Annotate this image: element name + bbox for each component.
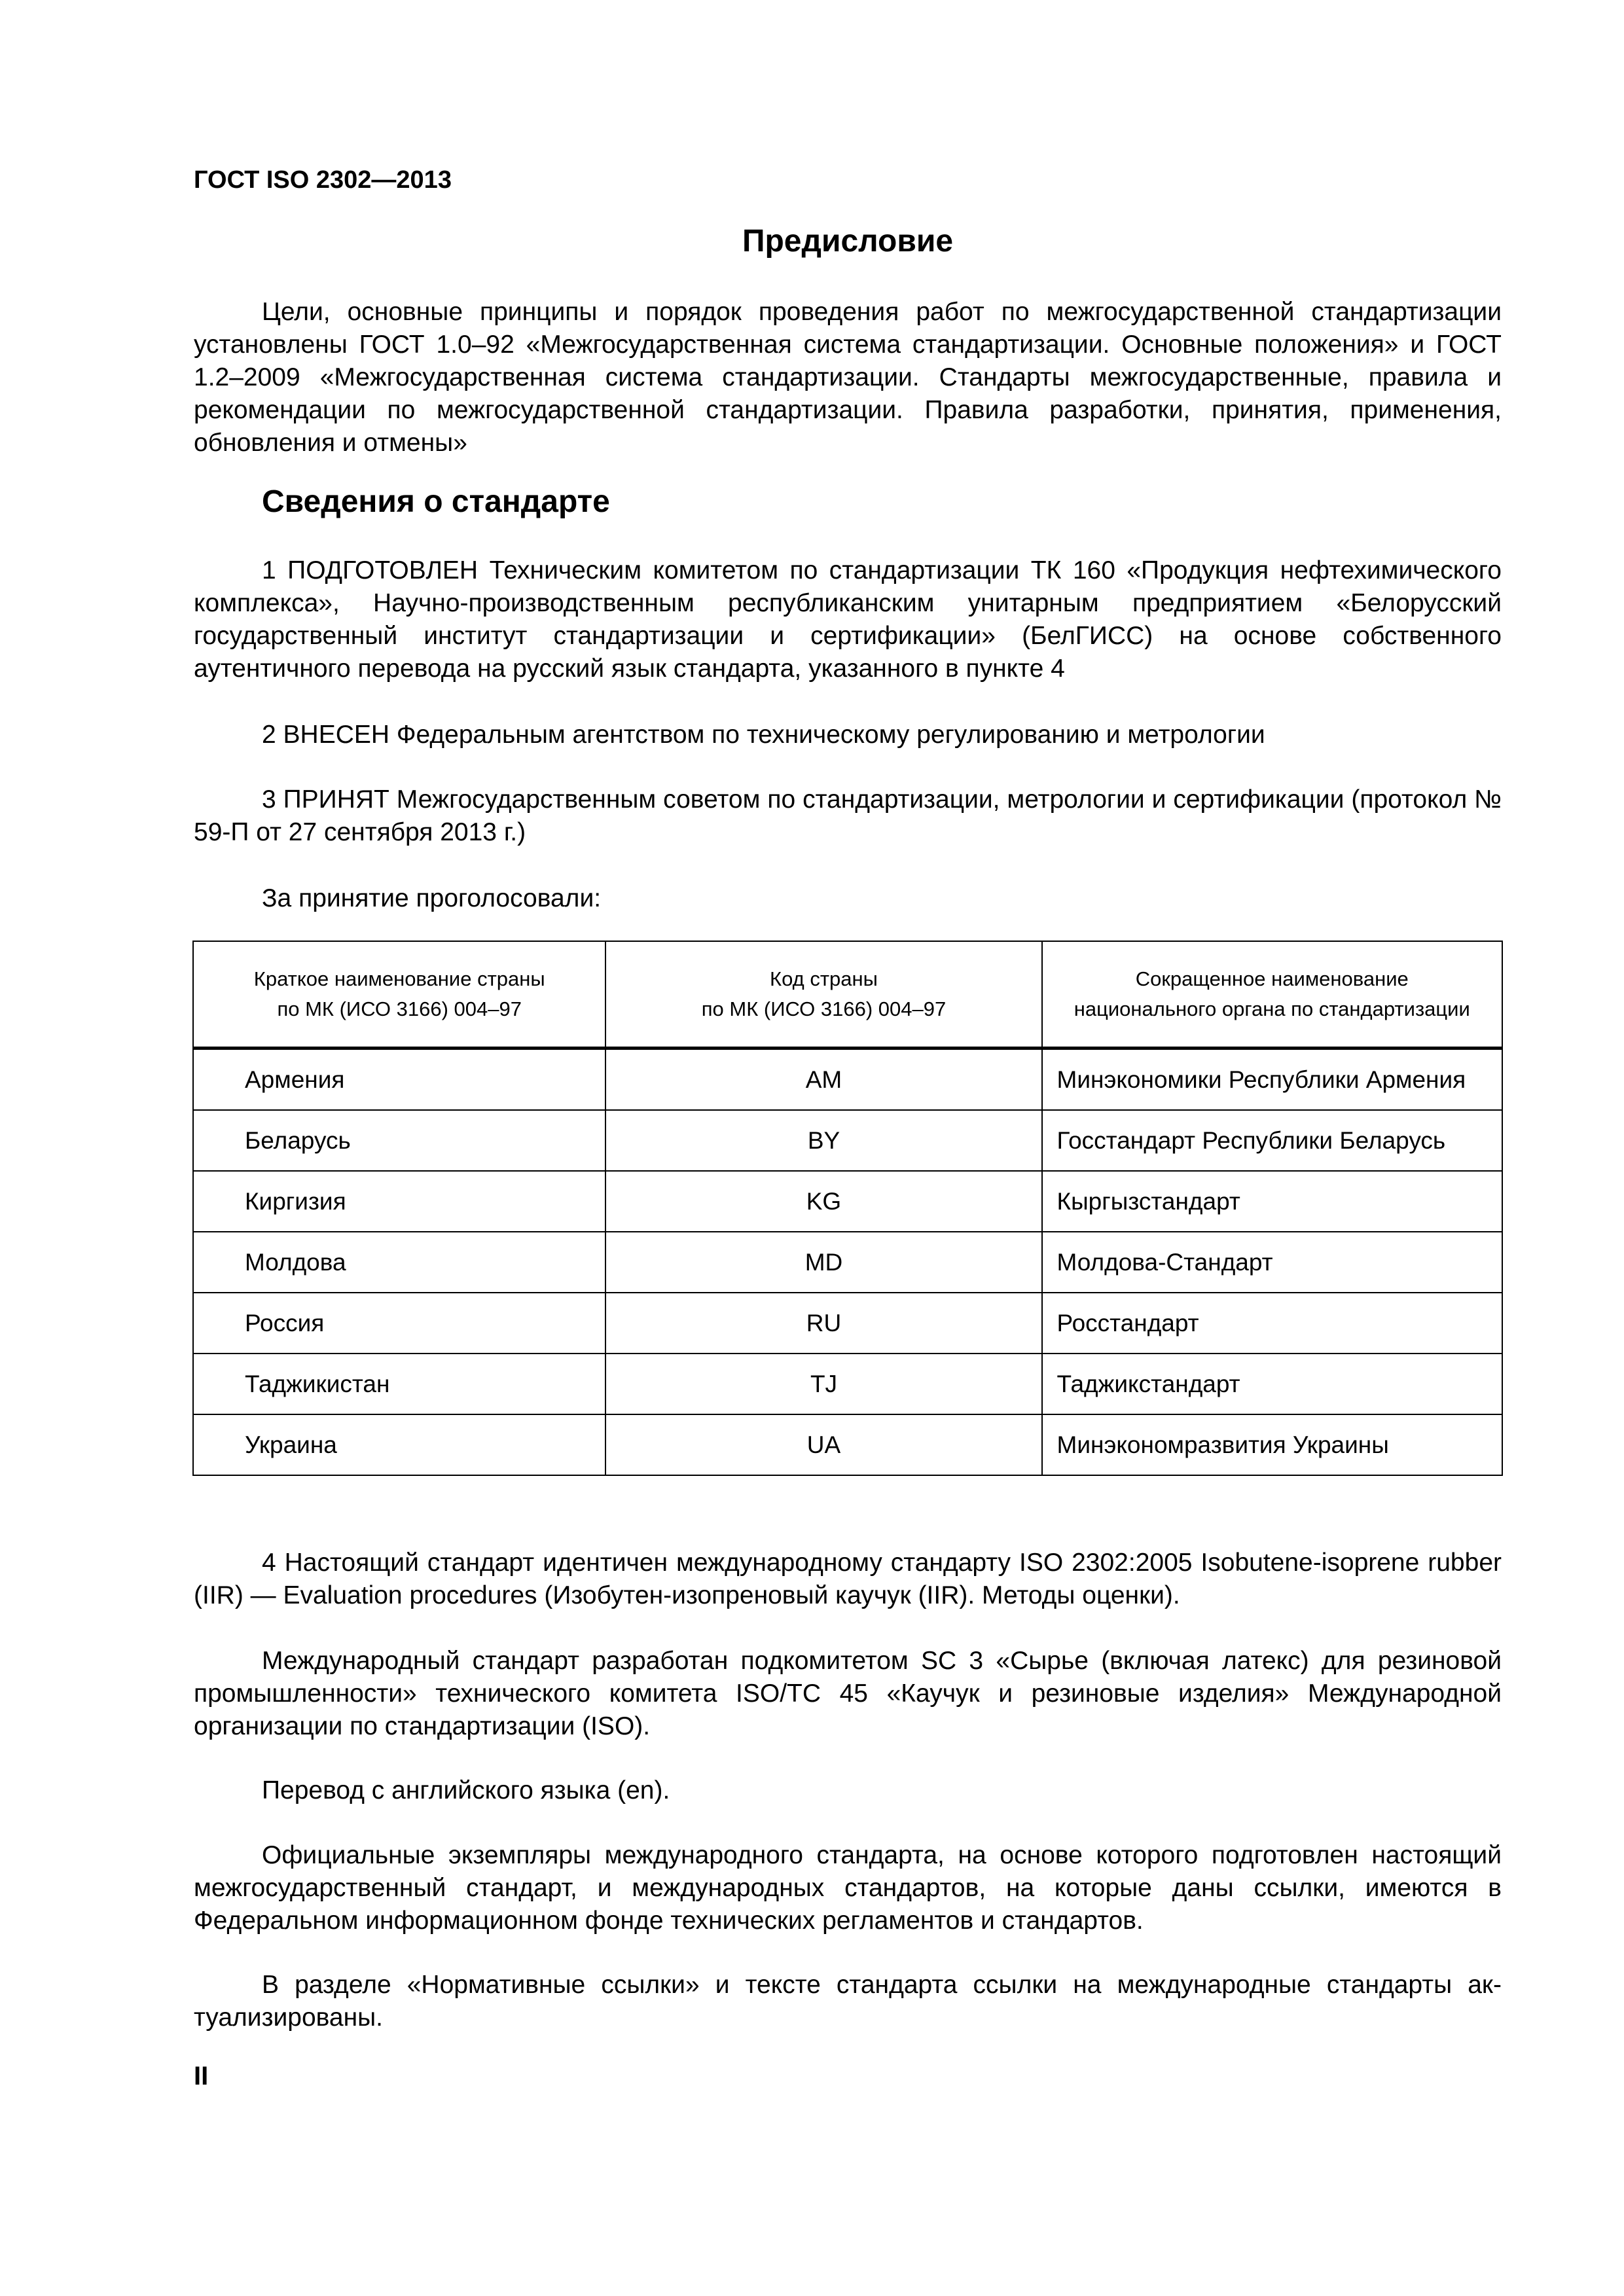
org-cell: Минэкономики Республики Армения: [1042, 1049, 1502, 1111]
info-item-4: 4 Настоящий стандарт идентичен международному стандарту ISO 2302:2005 Isobutene-isoprene rubber (IIR) — Evaluation procedures (Изобутен-изопреновый каучук (IIR). Методы оценки).: [194, 1549, 1502, 1609]
org-cell: Таджикстандарт: [1042, 1354, 1502, 1414]
info-item-2: 2 ВНЕСЕН Федеральным агентством по техническому регулированию и метрологии: [262, 721, 1265, 749]
country-cell: Молдова: [193, 1232, 605, 1293]
org-cell: Молдова-Стандарт: [1042, 1232, 1502, 1293]
table-row: [193, 1414, 1502, 1475]
header-country-line1: Краткое наименование страны: [253, 967, 545, 990]
org-cell: Кыргызстандарт: [1042, 1171, 1502, 1232]
table-row: [193, 1354, 1502, 1414]
country-cell: Украина: [193, 1414, 605, 1475]
country-cell: Таджикистан: [193, 1354, 605, 1414]
official-copies-paragraph: Официальные экземпляры международного стандарта, на основе которого подготовлен настоящий межгосударственный стандарт, и международных стандартов, на которые даны ссылки, имеются в Федеральном информационном фонде технических регламентов и стандартов.: [194, 1841, 1502, 1935]
votes-table-header-row: [193, 941, 1502, 1049]
table-row: [193, 1171, 1502, 1232]
code-cell: BY: [605, 1110, 1041, 1171]
developed-by-paragraph: Международный стандарт разработан подкомитетом SC 3 «Сырье (включая латекс) для резиновой промышленности» технического комитета ISO/TC 45 «Каучук и резиновые изделия» Международной организации по стандартизации (ISO).: [194, 1647, 1502, 1740]
header-country: [193, 941, 605, 1049]
normative-refs-paragraph: В разделе «Нормативные ссылки» и тексте стандарта ссылки на международные стандарты актуализированы.: [194, 1971, 1502, 2032]
org-cell: Госстандарт Республики Беларусь: [1042, 1110, 1502, 1171]
table-row: [193, 1232, 1502, 1293]
country-cell: Россия: [193, 1293, 605, 1354]
page-number: II: [194, 2062, 209, 2090]
code-cell: RU: [605, 1293, 1041, 1354]
code-cell: MD: [605, 1232, 1041, 1293]
table-row: [193, 1293, 1502, 1354]
votes-table: [192, 941, 1503, 1476]
header-org: [1042, 941, 1502, 1049]
header-code-line2: по МК (ИСО 3166) 004–97: [701, 997, 947, 1020]
header-code: [605, 941, 1041, 1049]
info-item-1: 1 ПОДГОТОВЛЕН Техническим комитетом по стандартизации ТК 160 «Продукция нефтехимического комплекса», Научно-производственным республиканским унитарным предприятием «Белорусский государственный институт стандартизации и сертификации» (БелГИСС) на основе собственного аутентичного перевода на русский язык стандарта, указанного в пункте 4: [194, 556, 1502, 683]
preface-intro: Цели, основные принципы и порядок проведения работ по межгосударственной стандартизации установлены ГОСТ 1.0–92 «Межгосударственная система стандартизации. Основные положения» и ГОСТ 1.2–2009 «Межгосударственная система стандартизации. Стандарты межгосударственные, правила и рекомендации по межгосударственной стандартизации. Правила разработки, принятия, применения, обновления и отмены»: [194, 298, 1502, 457]
country-cell: Киргизия: [193, 1171, 605, 1232]
country-cell: Армения: [193, 1049, 605, 1111]
org-cell: Росстандарт: [1042, 1293, 1502, 1354]
preface-title: Предисловие: [742, 224, 954, 259]
translation-paragraph: Перевод с английского языка (en).: [262, 1776, 670, 1804]
header-code-line1: Код страны: [770, 967, 878, 990]
header-org-line1: Сокращенное наименование: [1135, 967, 1409, 990]
org-cell: Минэкономразвития Украины: [1042, 1414, 1502, 1475]
country-cell: Беларусь: [193, 1110, 605, 1171]
standard-id: ГОСТ ISO 2302—2013: [194, 166, 452, 194]
table-row: [193, 1110, 1502, 1171]
info-item-3: 3 ПРИНЯТ Межгосударственным советом по стандартизации, метрологии и сертификации (протокол № 59-П от 27 сентября 2013 г.): [194, 785, 1502, 846]
header-country-line2: по МК (ИСО 3166) 004–97: [277, 997, 522, 1020]
header-org-line2: национального органа по стандартизации: [1074, 997, 1470, 1020]
info-title: Сведения о стандарте: [262, 484, 610, 519]
code-cell: TJ: [605, 1354, 1041, 1414]
table-row: [193, 1049, 1502, 1111]
voted-label: За принятие проголосовали:: [262, 884, 602, 912]
code-cell: KG: [605, 1171, 1041, 1232]
code-cell: UA: [605, 1414, 1041, 1475]
code-cell: AM: [605, 1049, 1041, 1111]
